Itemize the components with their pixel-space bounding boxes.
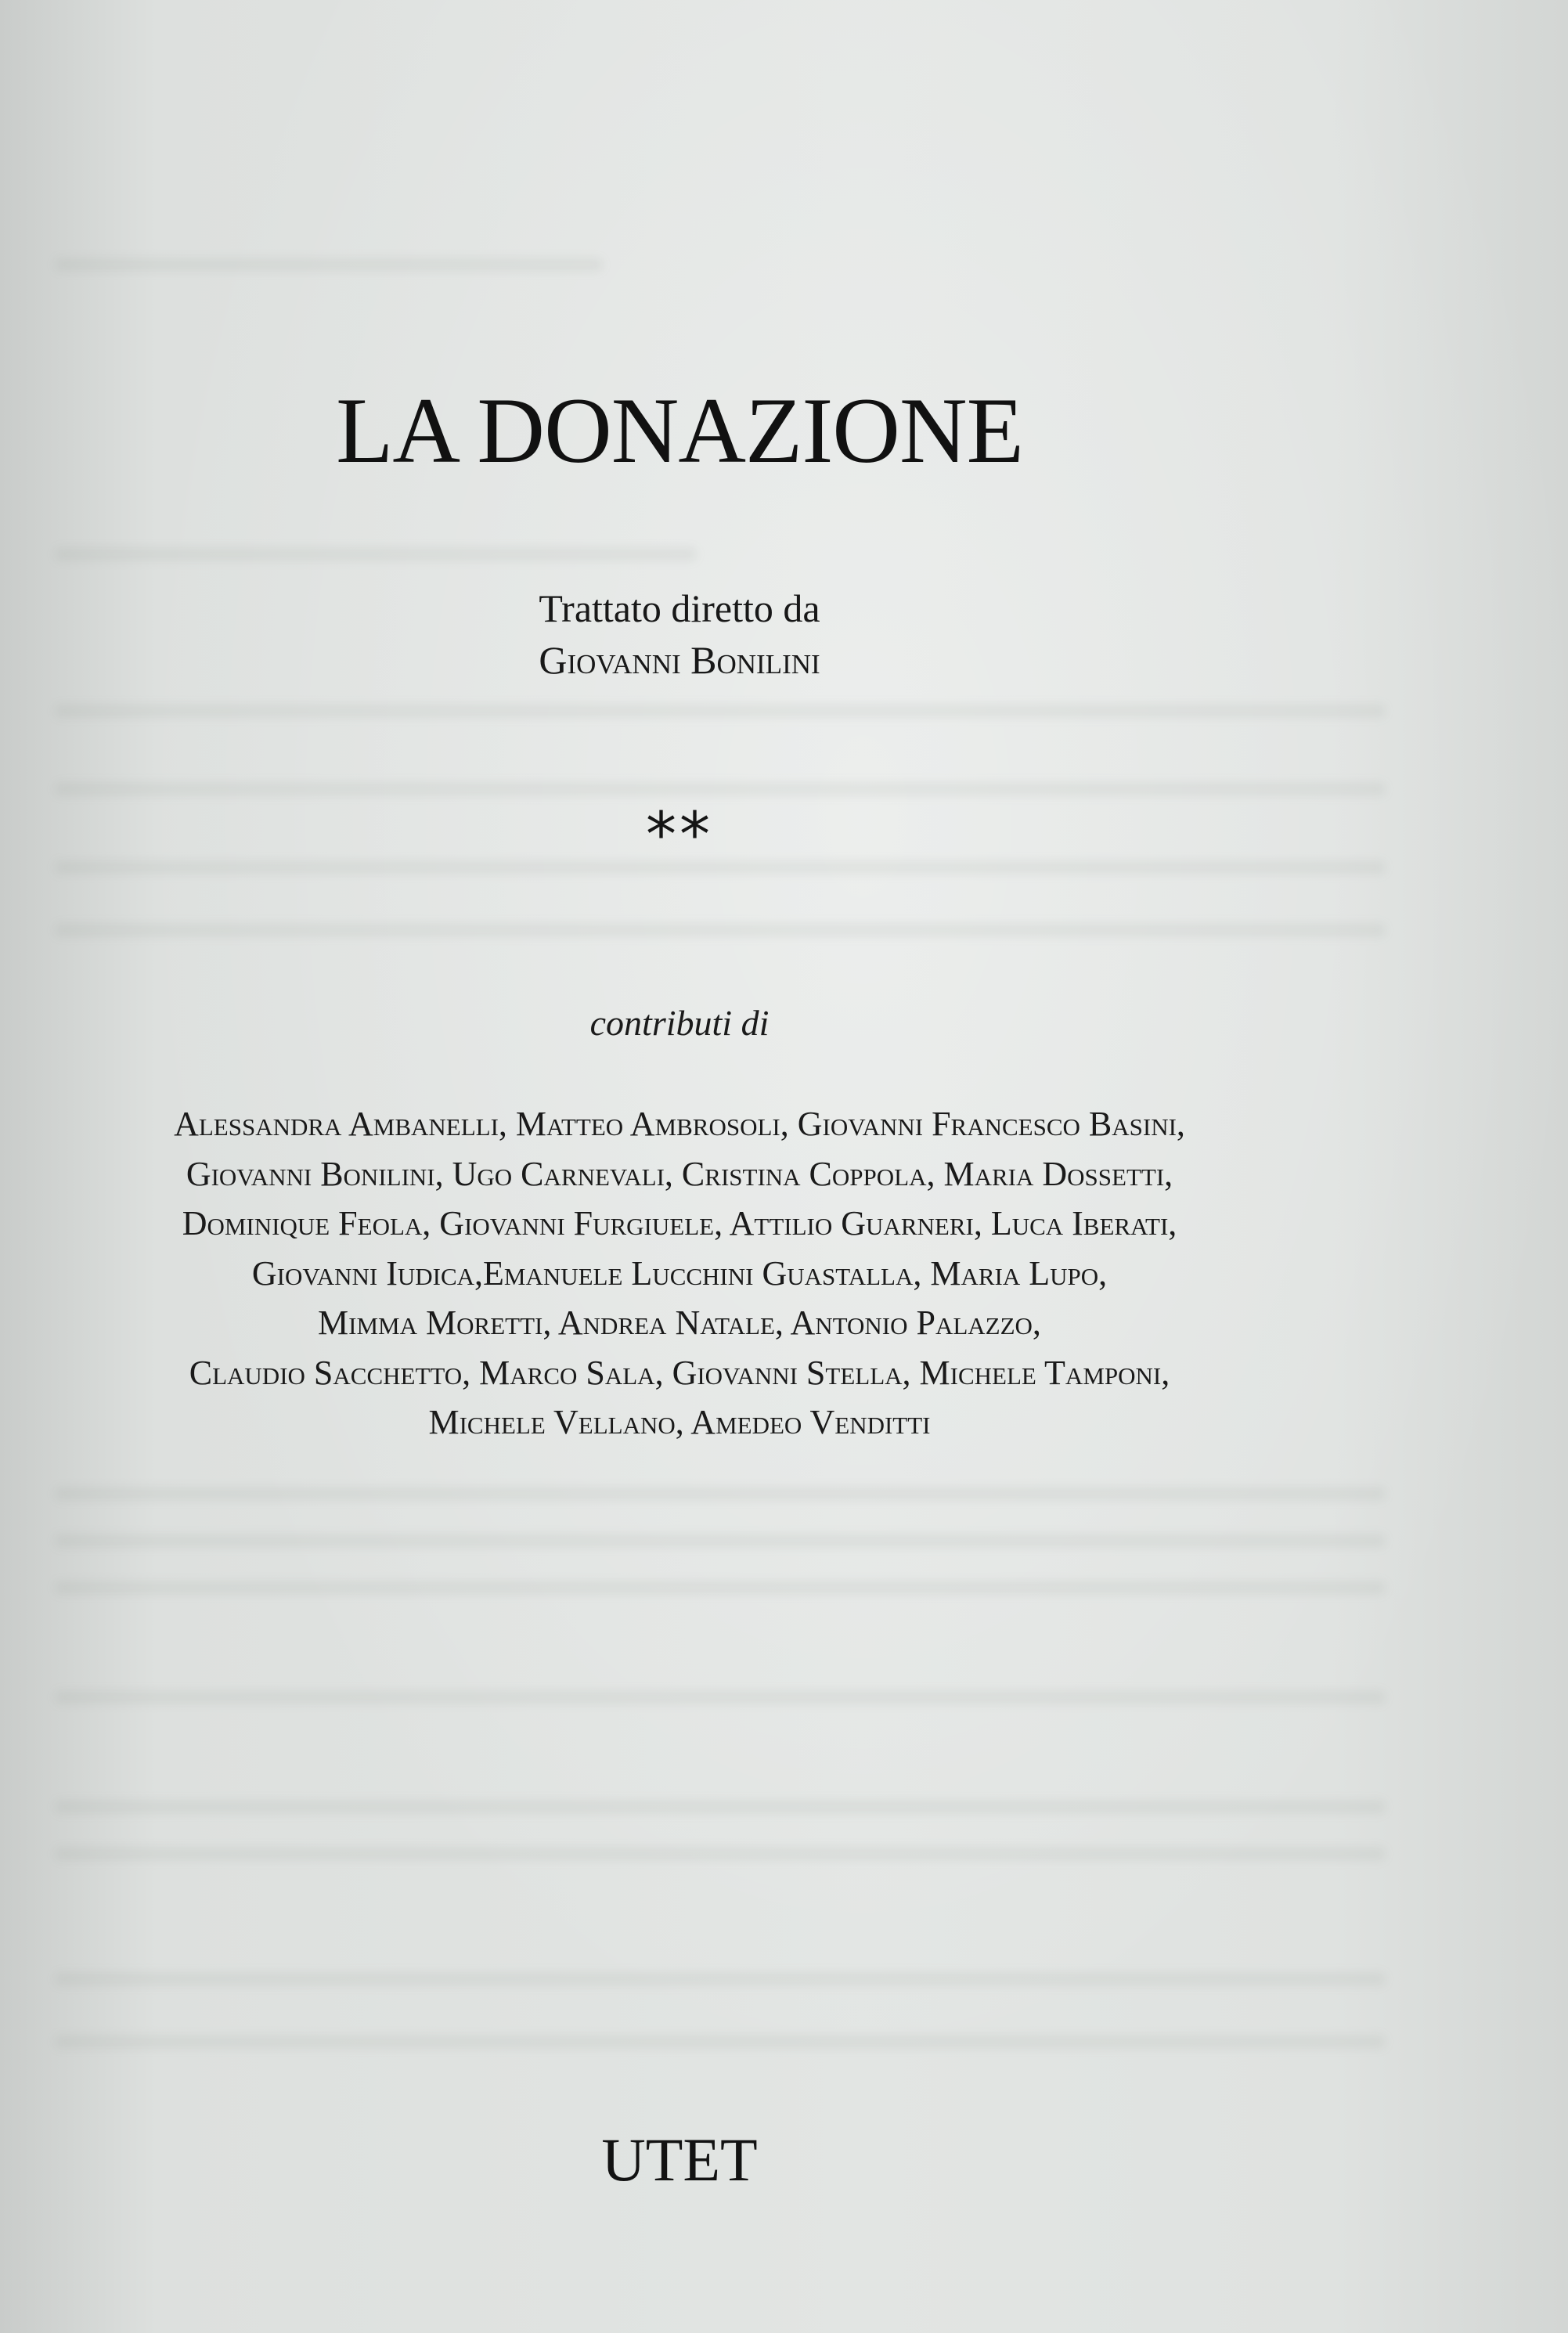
show-through-shadow	[55, 548, 697, 561]
show-through-shadow	[55, 783, 1386, 795]
show-through-shadow	[55, 705, 1386, 717]
contributors-line: Dominique Feola, Giovanni Furgiuele, Attilio Guarneri, Luca Iberati,	[182, 1204, 1177, 1242]
contributors-line: Giovanni Bonilini, Ugo Carnevali, Cristina Coppola, Maria Dossetti,	[186, 1154, 1173, 1193]
book-title: LA DONAZIONE	[336, 378, 1023, 482]
director-name: Giovanni Bonilini	[539, 638, 820, 682]
contributors-label: contributi di	[589, 1003, 770, 1043]
contributors-line: Claudio Sacchetto, Marco Sala, Giovanni Stella, Michele Tamponi,	[189, 1353, 1170, 1392]
show-through-shadow	[55, 1848, 1386, 1860]
contributors-line: Alessandra Ambanelli, Matteo Ambrosoli, Giovanni Francesco Basini,	[174, 1105, 1185, 1143]
volume-mark: **	[646, 800, 713, 871]
contributors-line: Giovanni Iudica,Emanuele Lucchini Guastalla, Maria Lupo,	[251, 1253, 1108, 1293]
show-through-shadow	[55, 1581, 1386, 1594]
director-label: Trattato diretto da	[539, 586, 820, 630]
show-through-shadow	[55, 258, 603, 271]
show-through-shadow	[55, 1691, 1386, 1704]
show-through-shadow	[55, 2036, 1386, 2048]
show-through-shadow	[55, 1801, 1386, 1813]
contributors-line: Michele Vellano, Amedeo Venditti	[428, 1403, 931, 1441]
contributors-line: Mimma Moretti, Andrea Natale, Antonio Palazzo,	[318, 1304, 1041, 1342]
show-through-shadow	[55, 1973, 1386, 1985]
show-through-shadow	[55, 1487, 1386, 1500]
contributors-list	[63, 1099, 1296, 1448]
show-through-shadow	[55, 1534, 1386, 1547]
publisher-name: UTET	[601, 2126, 758, 2194]
show-through-shadow	[55, 924, 1386, 936]
